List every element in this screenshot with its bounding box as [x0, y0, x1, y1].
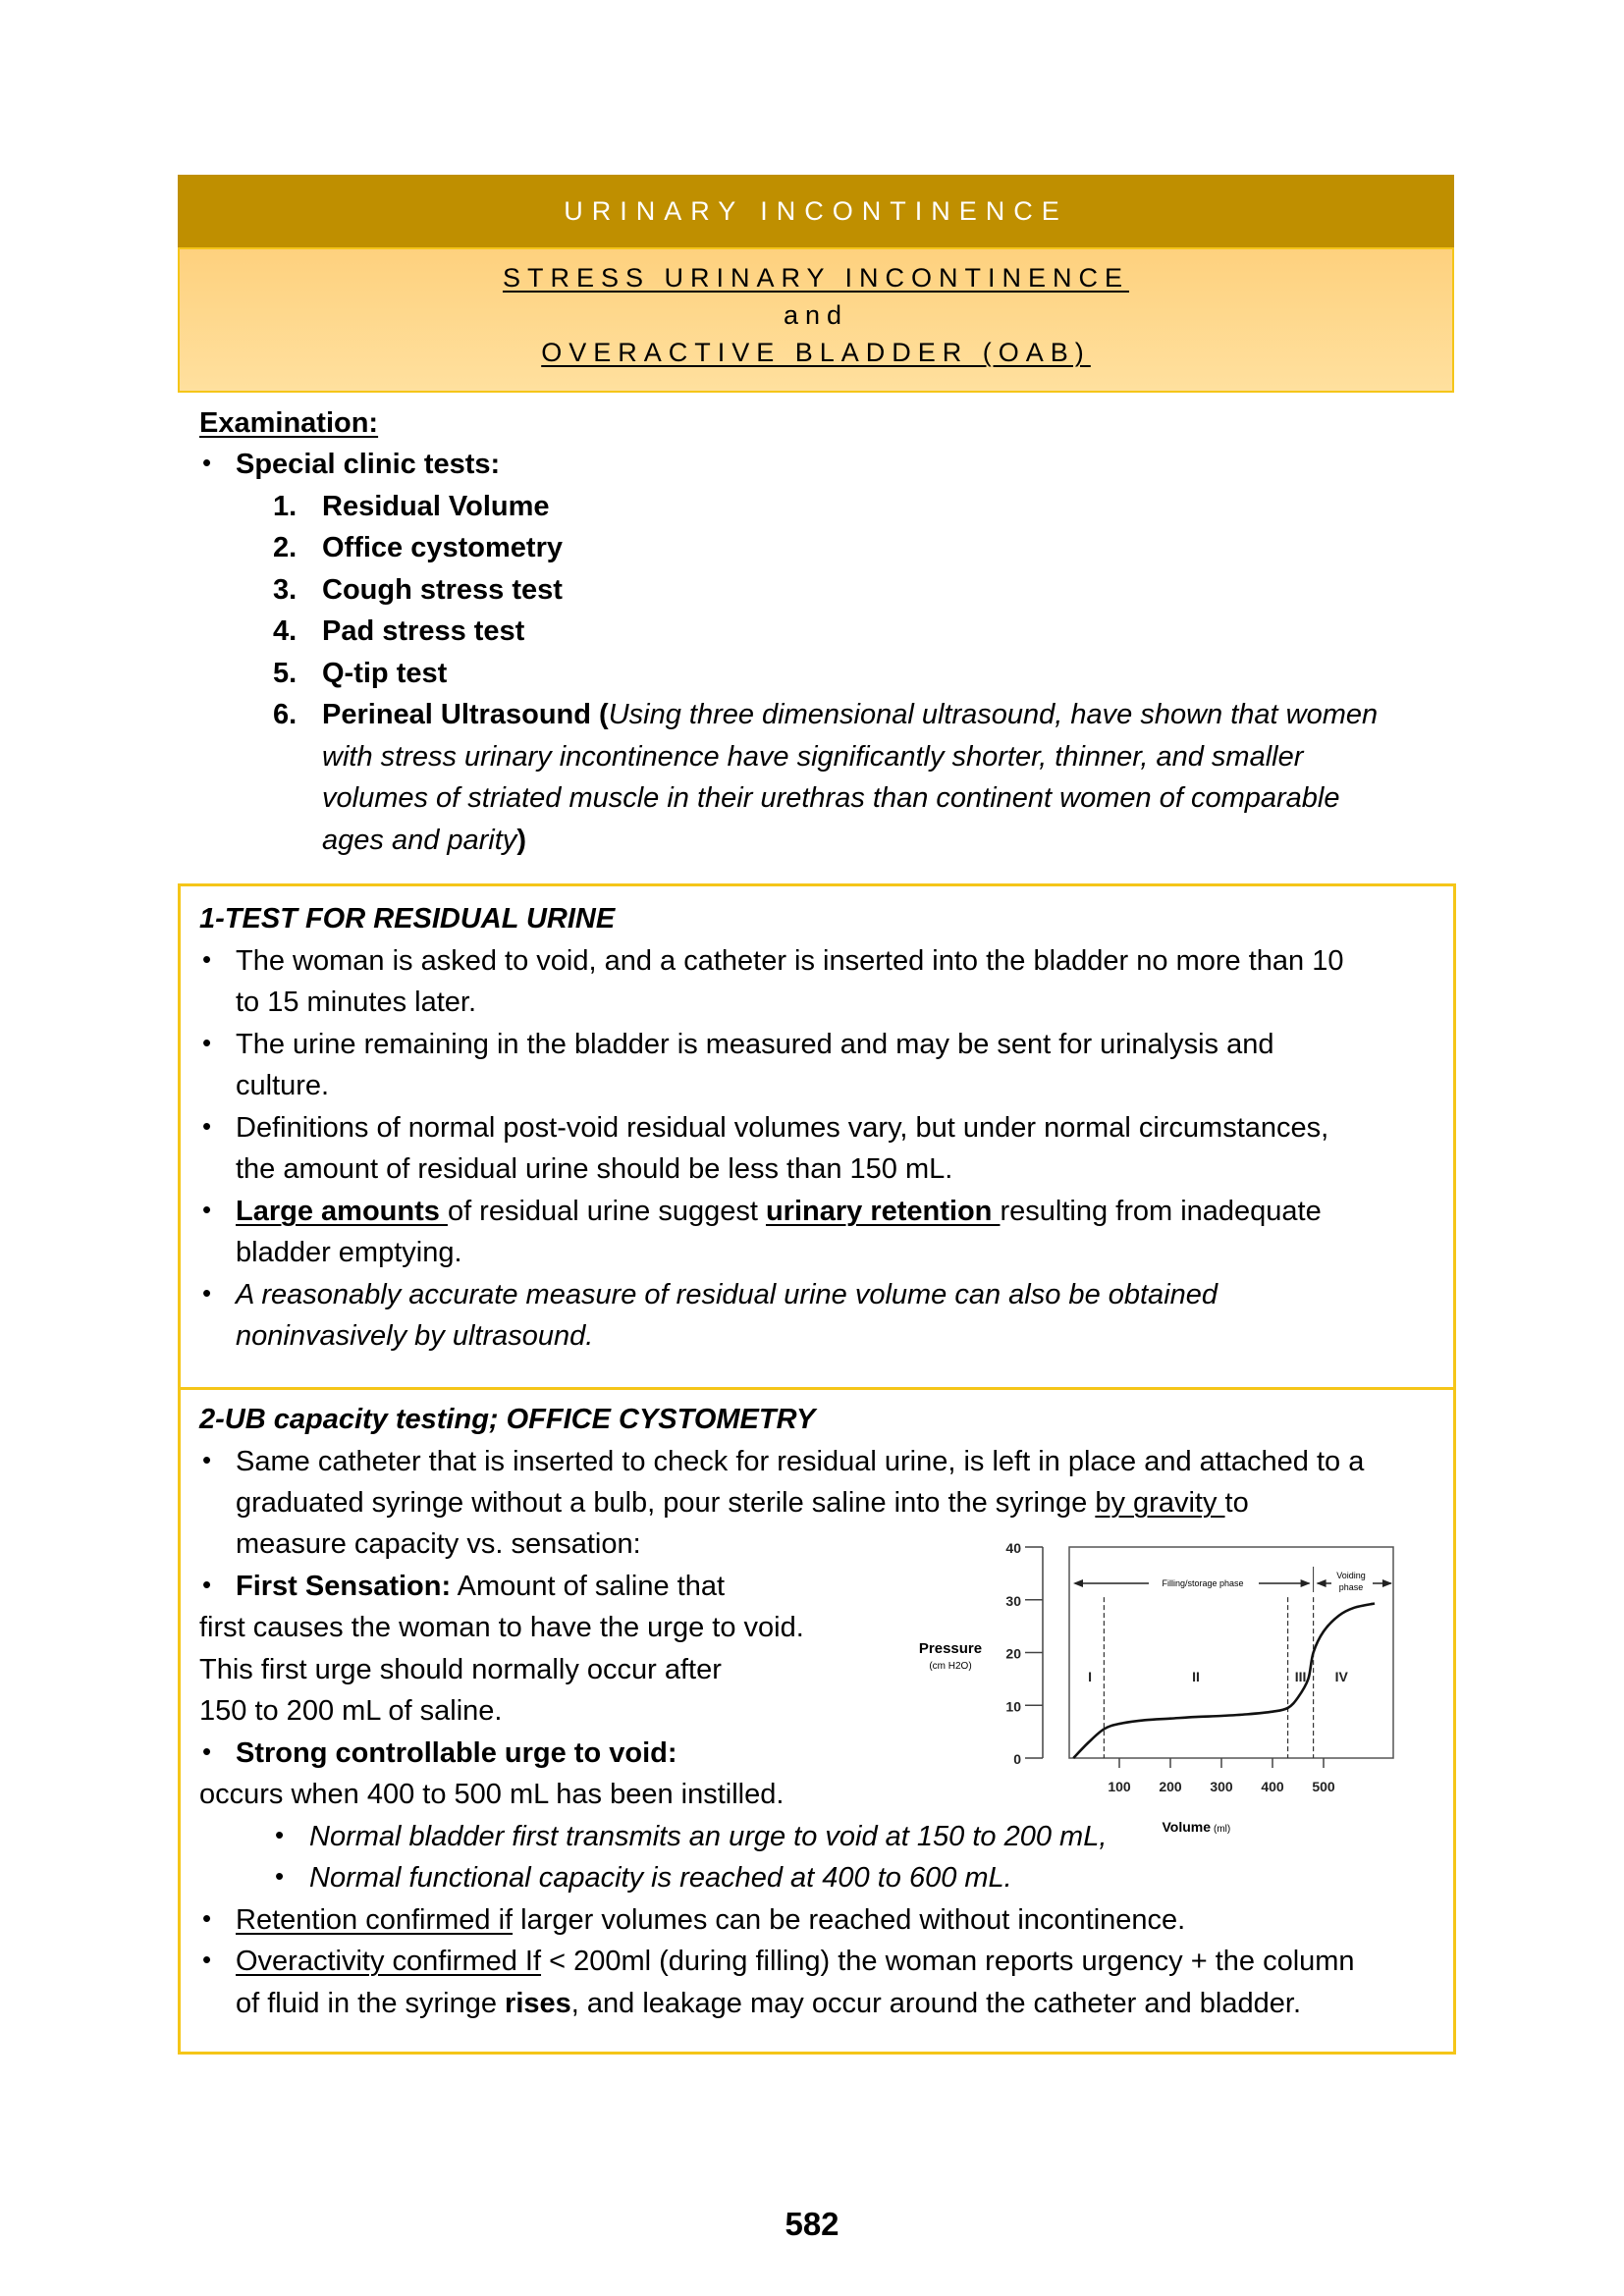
arrow-head	[1382, 1579, 1392, 1587]
ultrasound-note: Using three dimensional ultrasound, have shown that women	[608, 699, 1379, 730]
sub-bullet-text: Normal bladder first transmits an urge to void at 150 to 200 mL,	[309, 1821, 1108, 1852]
test-item-ultrasound	[322, 694, 1378, 735]
test-item: Cough stress test	[322, 574, 563, 606]
y-axis-label: Pressure	[918, 1640, 983, 1657]
filling-phase-label: Filling/storage phase	[1162, 1578, 1244, 1588]
section2-text: 150 to 200 mL of saline.	[199, 1695, 503, 1727]
ultrasound-label: Perineal Ultrasound	[322, 699, 591, 730]
x-tick-label: 400	[1261, 1779, 1284, 1794]
bullet: •	[275, 1861, 285, 1891]
phase-label: III	[1294, 1669, 1307, 1685]
text: , and leakage may occur around the catheter and bladder.	[570, 1988, 1302, 2019]
test-item: Residual Volume	[322, 491, 550, 522]
bullet: •	[202, 1945, 212, 1974]
section2-text: first causes the woman to have the urge to void.	[199, 1612, 804, 1643]
arrow-head	[1317, 1579, 1326, 1587]
x-tick-label: 500	[1312, 1779, 1335, 1794]
phase-label: II	[1192, 1669, 1200, 1685]
list-number: 4.	[273, 615, 298, 647]
text: to	[1224, 1487, 1249, 1519]
bullet: •	[202, 1736, 212, 1766]
arrow-head	[1301, 1579, 1311, 1587]
y-tick-label: 20	[1005, 1645, 1021, 1662]
bullet: •	[202, 1278, 212, 1308]
bullet: •	[202, 1903, 212, 1933]
text: graduated syringe without a bulb, pour sterile saline into the syringe	[236, 1487, 1096, 1519]
section1-heading: 1-TEST FOR RESIDUAL URINE	[199, 903, 616, 934]
bullet: •	[202, 1570, 212, 1599]
first-sensation-line	[236, 1566, 725, 1607]
large-amounts-emphasis: Large amounts	[236, 1196, 448, 1227]
page-number: 582	[785, 2206, 839, 2242]
section2-gravity-line	[236, 1482, 1249, 1523]
section1-text: the amount of residual urine should be less than 150 mL.	[236, 1153, 953, 1185]
test-item: Pad stress test	[322, 615, 525, 647]
paren-close: )	[516, 825, 526, 856]
text: of residual urine suggest	[447, 1196, 766, 1227]
section2-text: This first urge should normally occur after	[199, 1654, 722, 1685]
ultrasound-note: volumes of striated muscle in their urethras than continent women of comparable	[322, 782, 1340, 814]
x-axis-label: Volume	[1162, 1819, 1211, 1835]
text: resulting from inadequate	[1000, 1196, 1322, 1227]
x-axis-unit: (ml)	[1214, 1824, 1231, 1835]
retention-emphasis: Retention confirmed if	[236, 1904, 514, 1936]
test-item: Q-tip test	[322, 658, 448, 689]
y-tick-label: 40	[1005, 1541, 1021, 1556]
overactivity-line	[236, 1941, 1355, 1982]
section2-text: Same catheter that is inserted to check for residual urine, is left in place and attached to a	[236, 1446, 1365, 1477]
section1-text: to 15 minutes later.	[236, 987, 477, 1018]
sub-bullet-text: Normal functional capacity is reached at 400 to 600 mL.	[309, 1862, 1012, 1894]
list-number: 1.	[273, 491, 298, 522]
bullet: •	[202, 944, 212, 974]
x-tick-label: 200	[1159, 1779, 1182, 1794]
ultrasound-note: with stress urinary incontinence have significantly shorter, thinner, and smaller	[322, 741, 1304, 773]
examination-heading: Examination:	[199, 407, 379, 439]
section1-text: noninvasively by ultrasound.	[236, 1320, 594, 1352]
voiding-phase-label: phase	[1338, 1582, 1364, 1592]
bullet: •	[202, 1028, 212, 1057]
page-title: URINARY INCONTINENCE	[564, 196, 1068, 226]
overactivity-emphasis: Overactivity confirmed If	[236, 1946, 542, 1977]
phase-label: I	[1088, 1669, 1093, 1685]
chart-svg	[903, 1541, 1443, 1865]
ultrasound-note: ages and parity	[322, 825, 517, 856]
section1-retention-line	[236, 1191, 1322, 1232]
x-tick-label: 300	[1210, 1779, 1233, 1794]
pressure-curve	[1073, 1604, 1375, 1758]
text: < 200ml (during filling) the woman reports urgency + the column	[541, 1946, 1355, 1977]
first-sensation-label: First Sensation:	[236, 1571, 452, 1602]
section2-text: measure capacity vs. sensation:	[236, 1528, 641, 1560]
section2-heading: 2-UB capacity testing; OFFICE CYSTOMETRY	[199, 1404, 816, 1435]
x-tick-label: 100	[1108, 1779, 1131, 1794]
cystometrogram-chart	[903, 1541, 1443, 1865]
paren-open: (	[590, 699, 609, 730]
special-tests-label: Special clinic tests:	[236, 449, 501, 480]
phase-label: IV	[1334, 1669, 1348, 1685]
section1-text: culture.	[236, 1070, 330, 1101]
bullet: •	[202, 1111, 212, 1141]
list-number: 5.	[273, 658, 298, 689]
bullet: •	[202, 1445, 212, 1474]
bullet: •	[275, 1820, 285, 1849]
bullet: •	[202, 1195, 212, 1224]
y-tick-label: 10	[1005, 1698, 1021, 1715]
retention-line	[236, 1899, 1185, 1941]
test-item: Office cystometry	[322, 532, 563, 563]
section2-text: occurs when 400 to 500 mL has been instilled.	[199, 1779, 785, 1810]
y-tick-label: 30	[1005, 1592, 1021, 1609]
by-gravity-emphasis: by gravity	[1095, 1487, 1225, 1519]
section1-text: bladder emptying.	[236, 1237, 462, 1268]
text: of fluid in the syringe	[236, 1988, 506, 2019]
urinary-retention-emphasis: urinary retention	[765, 1196, 1001, 1227]
list-number: 3.	[273, 574, 298, 606]
voiding-phase-label: Voiding	[1336, 1571, 1366, 1580]
strong-urge-label: Strong controllable urge to void:	[236, 1737, 677, 1769]
text: Amount of saline that	[451, 1571, 726, 1602]
y-axis-unit: (cm H2O)	[929, 1661, 972, 1672]
section1-text: The urine remaining in the bladder is measured and may be sent for urinalysis and	[236, 1029, 1274, 1060]
list-number: 2.	[273, 532, 298, 563]
y-tick-label: 0	[1013, 1751, 1021, 1767]
subtitle-and: and	[783, 300, 849, 330]
section1-text: Definitions of normal post-void residual volumes vary, but under normal circumstances,	[236, 1112, 1329, 1144]
subtitle-panel	[178, 247, 1454, 393]
subtitle-oab: OVERACTIVE BLADDER (OAB)	[541, 338, 1091, 367]
arrow-head	[1073, 1579, 1083, 1587]
bullet: •	[202, 448, 212, 477]
text: larger volumes can be reached without incontinence.	[513, 1904, 1186, 1936]
section1-text: The woman is asked to void, and a catheter is inserted into the bladder no more than 10	[236, 945, 1344, 977]
ultrasound-note-end	[322, 820, 526, 861]
rises-emphasis: rises	[505, 1988, 571, 2019]
list-number: 6.	[273, 699, 298, 730]
section1-text: A reasonably accurate measure of residual urine volume can also be obtained	[236, 1279, 1218, 1310]
subtitle-stress: STRESS URINARY INCONTINENCE	[502, 263, 1130, 293]
overactivity-line2	[236, 1983, 1301, 2024]
